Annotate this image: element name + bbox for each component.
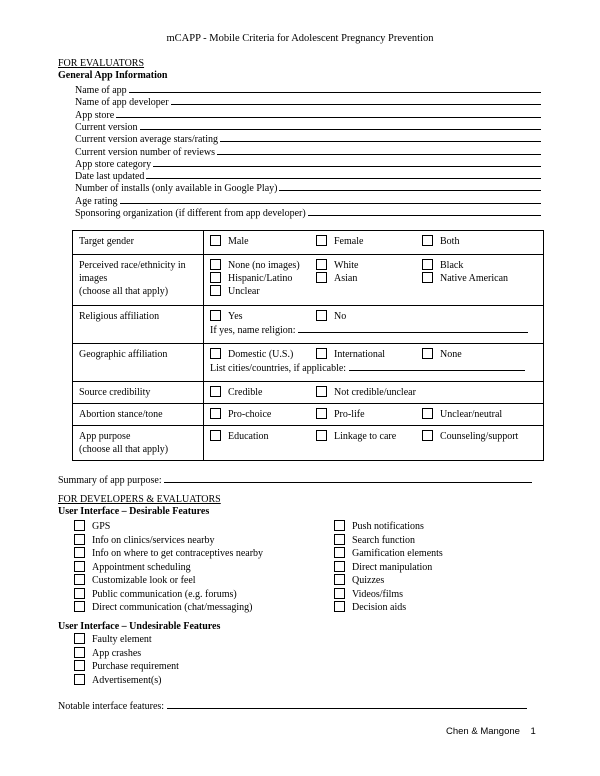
- option-geo-none: None: [440, 349, 462, 360]
- feature-label: Purchase requirement: [92, 661, 179, 672]
- feature-item: [74, 674, 161, 687]
- feature-checkbox[interactable]: [74, 601, 85, 612]
- religion-followup-label: If yes, name religion:: [210, 325, 296, 336]
- row-religion: [73, 306, 544, 344]
- feature-checkbox[interactable]: [334, 574, 345, 585]
- field-input-line[interactable]: [217, 145, 541, 155]
- feature-checkbox[interactable]: [74, 588, 85, 599]
- feature-checkbox[interactable]: [74, 547, 85, 558]
- feature-checkbox[interactable]: [74, 520, 85, 531]
- feature-checkbox[interactable]: [74, 633, 85, 644]
- option-both: Both: [440, 236, 460, 247]
- checkbox-domestic[interactable]: [210, 348, 221, 359]
- field-input-line[interactable]: [220, 132, 541, 142]
- feature-checkbox[interactable]: [74, 561, 85, 572]
- feature-item: [334, 561, 432, 574]
- feature-checkbox[interactable]: [334, 601, 345, 612]
- checkbox-religion-yes[interactable]: [210, 310, 221, 321]
- option-international: International: [334, 349, 386, 360]
- feature-item: [74, 574, 196, 587]
- checkbox-international[interactable]: [316, 348, 327, 359]
- feature-checkbox[interactable]: [334, 534, 345, 545]
- section-heading-evaluators: FOR EVALUATORS: [58, 58, 145, 69]
- summary-row: [58, 473, 532, 487]
- option-white: White: [334, 260, 359, 271]
- feature-label: Appointment scheduling: [92, 561, 191, 573]
- page-number: 1: [530, 726, 536, 737]
- feature-label: Search function: [352, 534, 416, 546]
- label-abortion: Abortion stance/tone: [73, 404, 204, 426]
- checkbox-linkage[interactable]: [316, 430, 327, 441]
- feature-item: [334, 534, 415, 547]
- cities-field[interactable]: [349, 361, 525, 371]
- notable-field[interactable]: [167, 699, 527, 709]
- field-input-line[interactable]: [120, 194, 541, 204]
- feature-item: [334, 574, 384, 587]
- feature-label: Direct communication (chat/messaging): [92, 602, 253, 613]
- feature-item: [74, 647, 141, 660]
- label-race: [73, 255, 204, 306]
- feature-item: [74, 601, 253, 614]
- feature-checkbox[interactable]: [74, 660, 85, 671]
- field-label: Current version number of reviews: [75, 146, 215, 158]
- option-religion-yes: Yes: [228, 311, 243, 322]
- feature-label: Advertisement(s): [92, 674, 162, 686]
- row-race: [73, 255, 544, 306]
- option-native-american: Native American: [440, 273, 509, 284]
- label-religion: Religious affiliation: [73, 306, 204, 344]
- field-input-line[interactable]: [308, 206, 541, 216]
- option-religion-no: No: [334, 311, 347, 322]
- feature-item: [334, 601, 406, 614]
- feature-checkbox[interactable]: [334, 561, 345, 572]
- feature-label: Info on clinics/services nearby: [92, 534, 215, 546]
- checkbox-none-images[interactable]: [210, 259, 221, 270]
- checkbox-asian[interactable]: [316, 272, 327, 283]
- checkbox-both[interactable]: [422, 235, 433, 246]
- section-heading-developers: FOR DEVELOPERS & EVALUATORS: [58, 494, 221, 505]
- label-geography: Geographic affiliation: [73, 344, 204, 382]
- feature-label: Decision aids: [352, 602, 407, 613]
- notable-label: Notable interface features:: [58, 701, 165, 712]
- feature-item: [334, 520, 424, 533]
- feature-item: [74, 520, 110, 533]
- feature-item: [74, 534, 214, 547]
- feature-label: Videos/films: [352, 588, 404, 600]
- checkbox-pro-choice[interactable]: [210, 408, 221, 419]
- page-title: mCAPP - Mobile Criteria for Adolescent Pregnancy Prevention: [166, 33, 434, 44]
- option-neutral: Unclear/neutral: [440, 409, 503, 420]
- checkbox-religion-no[interactable]: [316, 310, 327, 321]
- option-domestic: Domestic (U.S.): [228, 349, 294, 360]
- option-none-images: None (no images): [228, 260, 300, 271]
- label-credibility: Source credibility: [73, 382, 204, 404]
- footer-authors: Chen & Mangone: [446, 726, 520, 737]
- field-label: App store: [75, 109, 115, 121]
- option-hispanic: Hispanic/Latino: [228, 273, 293, 284]
- option-credible: Credible: [228, 387, 263, 398]
- checkbox-black[interactable]: [422, 259, 433, 270]
- field-input-line[interactable]: [153, 157, 541, 167]
- desirable-heading: User Interface – Desirable Features: [58, 506, 210, 517]
- field-input-line[interactable]: [279, 181, 541, 191]
- general-info-heading: General App Information: [58, 70, 168, 81]
- checkbox-unclear-race[interactable]: [210, 285, 221, 296]
- feature-label: Customizable look or feel: [92, 575, 196, 586]
- checkbox-counseling[interactable]: [422, 430, 433, 441]
- checkbox-not-credible[interactable]: [316, 386, 327, 397]
- religion-name-field[interactable]: [298, 323, 528, 333]
- field-input-line[interactable]: [171, 95, 541, 105]
- feature-checkbox[interactable]: [334, 588, 345, 599]
- option-pro-choice: Pro-choice: [228, 409, 272, 420]
- feature-checkbox[interactable]: [334, 547, 345, 558]
- label-race-line1: Perceived race/ethnicity in: [79, 260, 186, 271]
- summary-label: Summary of app purpose:: [58, 475, 162, 486]
- option-education: Education: [228, 431, 269, 442]
- label-purpose: [73, 426, 204, 461]
- field-label: Sponsoring organization (if different from app developer): [75, 208, 306, 219]
- label-race-line3: (choose all that apply): [79, 286, 169, 297]
- checkbox-hispanic[interactable]: [210, 272, 221, 283]
- row-target-gender: [73, 231, 544, 255]
- option-asian: Asian: [334, 273, 358, 284]
- feature-item: [74, 588, 237, 601]
- checkbox-credible[interactable]: [210, 386, 221, 397]
- feature-item: [334, 588, 403, 601]
- field-input-line[interactable]: [116, 108, 541, 118]
- label-race-line2: images: [79, 273, 108, 284]
- summary-field[interactable]: [164, 473, 532, 483]
- feature-label: Push notifications: [352, 521, 424, 532]
- field-input-line[interactable]: [129, 83, 541, 93]
- checkbox-male[interactable]: [210, 235, 221, 246]
- checkbox-pro-life[interactable]: [316, 408, 327, 419]
- feature-label: App crashes: [92, 647, 142, 659]
- option-pro-life: Pro-life: [334, 409, 365, 420]
- field-row: [75, 206, 541, 220]
- checkbox-female[interactable]: [316, 235, 327, 246]
- row-purpose: [73, 426, 544, 461]
- field-label: Name of app: [75, 85, 127, 96]
- label-purpose-line2: (choose all that apply): [79, 444, 169, 455]
- geography-followup-label: List cities/countries, if applicable:: [210, 363, 347, 374]
- feature-label: Public communication (e.g. forums): [92, 588, 237, 600]
- attributes-table: [72, 230, 544, 461]
- field-input-line[interactable]: [140, 120, 541, 130]
- option-black: Black: [440, 260, 464, 271]
- feature-item: [74, 633, 152, 646]
- feature-checkbox[interactable]: [74, 647, 85, 658]
- page-footer: [446, 726, 536, 737]
- option-not-credible: Not credible/unclear: [334, 387, 416, 398]
- field-label: Current version: [75, 121, 138, 133]
- feature-checkbox[interactable]: [334, 520, 345, 531]
- feature-label: Direct manipulation: [352, 561, 433, 573]
- feature-checkbox[interactable]: [74, 534, 85, 545]
- feature-item: [74, 660, 179, 673]
- feature-label: Info on where to get contraceptives nearby: [92, 548, 264, 559]
- checkbox-native-american[interactable]: [422, 272, 433, 283]
- label-purpose-line1: App purpose: [79, 431, 131, 442]
- feature-item: [74, 561, 191, 574]
- undesirable-heading: User Interface – Undesirable Features: [58, 621, 221, 632]
- checkbox-education[interactable]: [210, 430, 221, 441]
- field-label: Name of app developer: [75, 97, 169, 109]
- feature-label: Gamification elements: [352, 548, 443, 559]
- field-label: App store category: [75, 158, 152, 170]
- option-male: Male: [228, 236, 249, 247]
- field-label: Date last updated: [75, 171, 145, 183]
- field-label: Number of installs (only available in Google Play): [75, 183, 278, 195]
- feature-checkbox[interactable]: [74, 674, 85, 685]
- row-geography: [73, 344, 544, 382]
- field-input-line[interactable]: [146, 169, 541, 179]
- feature-label: Faulty element: [92, 634, 152, 645]
- option-unclear-race: Unclear: [228, 286, 260, 297]
- feature-item: [334, 547, 443, 560]
- label-target-gender: Target gender: [73, 231, 204, 255]
- option-counseling: Counseling/support: [440, 431, 519, 442]
- field-label: Current version average stars/rating: [75, 134, 219, 146]
- checkbox-geo-none[interactable]: [422, 348, 433, 359]
- feature-checkbox[interactable]: [74, 574, 85, 585]
- checkbox-neutral[interactable]: [422, 408, 433, 419]
- feature-item: [74, 547, 263, 560]
- feature-label: Quizzes: [352, 575, 385, 586]
- field-label: Age rating: [75, 195, 118, 207]
- option-female: Female: [334, 236, 364, 247]
- notable-row: [58, 699, 527, 713]
- feature-label: GPS: [92, 521, 111, 532]
- checkbox-white[interactable]: [316, 259, 327, 270]
- option-linkage: Linkage to care: [334, 431, 397, 442]
- row-abortion: [73, 404, 544, 426]
- row-credibility: [73, 382, 544, 404]
